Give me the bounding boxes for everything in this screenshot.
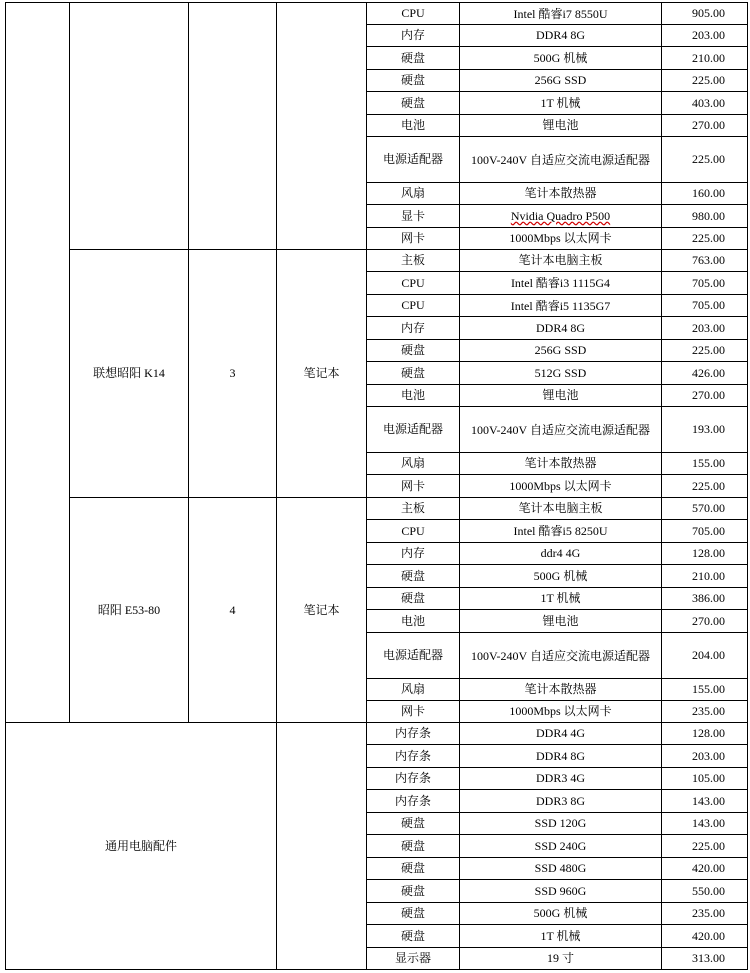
part-type-cell: 内存条 xyxy=(367,723,460,745)
spec-cell xyxy=(460,565,662,588)
part-type-cell: 硬盘 xyxy=(367,47,460,70)
price-cell: 270.00 xyxy=(662,385,748,407)
spec-cell xyxy=(460,520,662,543)
spec-text: 锂电池 xyxy=(542,613,579,628)
price-cell: 980.00 xyxy=(662,205,748,228)
spec-text: Intel 酷睿i7 8550U xyxy=(513,6,608,21)
part-type-cell: 内存条 xyxy=(367,745,460,768)
spec-text: 1000Mbps 以太网卡 xyxy=(509,231,612,245)
price-cell: 128.00 xyxy=(662,543,748,565)
spec-text: 100V-240V 自适应交流电源适配器 xyxy=(470,422,650,437)
group-qty xyxy=(189,3,277,250)
spec-cell xyxy=(460,250,662,272)
spec-text: Nvidia Quadro P500 xyxy=(510,209,611,223)
spec-cell xyxy=(460,880,662,903)
spec-cell xyxy=(460,588,662,610)
group-category xyxy=(277,3,367,250)
group-category xyxy=(277,723,367,970)
spec-cell xyxy=(460,543,662,565)
part-type-cell: 内存条 xyxy=(367,768,460,790)
part-type-cell: 硬盘 xyxy=(367,92,460,115)
spec-cell xyxy=(460,272,662,295)
group-category: 笔记本 xyxy=(277,498,367,723)
spec-cell xyxy=(460,362,662,385)
part-type-cell: CPU xyxy=(367,3,460,25)
part-type-cell: 硬盘 xyxy=(367,880,460,903)
spec-text: SSD 120G xyxy=(534,816,587,830)
spec-text: 500G 机械 xyxy=(533,568,588,583)
spec-cell xyxy=(460,475,662,498)
price-cell: 143.00 xyxy=(662,790,748,813)
price-cell: 235.00 xyxy=(662,903,748,925)
price-cell: 426.00 xyxy=(662,362,748,385)
spec-cell xyxy=(460,317,662,340)
spec-text: 100V-240V 自适应交流电源适配器 xyxy=(470,152,650,167)
group-name: 联想昭阳 K14 xyxy=(70,250,189,498)
spec-cell xyxy=(460,498,662,520)
price-cell: 203.00 xyxy=(662,317,748,340)
part-type-cell: 风扇 xyxy=(367,679,460,701)
price-cell: 225.00 xyxy=(662,475,748,498)
part-type-cell: 内存 xyxy=(367,317,460,340)
spec-cell xyxy=(460,903,662,925)
spec-text: 1T 机械 xyxy=(540,928,581,943)
spec-text: 1000Mbps 以太网卡 xyxy=(509,704,612,718)
spec-text: DDR4 8G xyxy=(535,748,585,763)
spec-cell xyxy=(460,948,662,970)
spec-cell xyxy=(460,228,662,250)
part-type-cell: 网卡 xyxy=(367,228,460,250)
part-type-cell: CPU xyxy=(367,272,460,295)
spec-text: 1T 机械 xyxy=(540,591,581,605)
part-type-cell: 风扇 xyxy=(367,183,460,205)
spec-text: 19 寸 xyxy=(546,951,574,965)
table-row xyxy=(6,498,748,520)
group-name: 通用电脑配件 xyxy=(6,723,277,970)
part-type-cell: 内存 xyxy=(367,543,460,565)
spec-text: 笔计本散热器 xyxy=(524,456,597,470)
spec-text: DDR3 8G xyxy=(535,793,585,808)
spec-cell xyxy=(460,453,662,475)
part-type-cell: 显卡 xyxy=(367,205,460,228)
part-type-cell: 显示器 xyxy=(367,948,460,970)
price-cell: 570.00 xyxy=(662,498,748,520)
price-cell: 160.00 xyxy=(662,183,748,205)
spec-text: DDR4 4G xyxy=(535,726,585,740)
spec-text: 锂电池 xyxy=(542,388,579,402)
price-cell: 193.00 xyxy=(662,407,748,453)
group-qty: 4 xyxy=(189,498,277,723)
price-cell: 705.00 xyxy=(662,272,748,295)
group-category: 笔记本 xyxy=(277,250,367,498)
spec-text: SSD 240G xyxy=(534,838,587,853)
spec-cell xyxy=(460,183,662,205)
spec-text: 500G 机械 xyxy=(533,906,588,920)
part-type-cell: 网卡 xyxy=(367,475,460,498)
spec-text: SSD 960G xyxy=(534,883,587,898)
spec-cell xyxy=(460,768,662,790)
spec-cell xyxy=(460,679,662,701)
spec-text: 笔计本电脑主板 xyxy=(518,501,603,515)
part-type-cell: 硬盘 xyxy=(367,813,460,835)
part-type-cell: 电池 xyxy=(367,115,460,137)
spec-text: 100V-240V 自适应交流电源适配器 xyxy=(470,648,650,663)
spec-cell xyxy=(460,92,662,115)
part-type-cell: 电池 xyxy=(367,610,460,633)
spec-text: 笔计本散热器 xyxy=(524,682,597,696)
group-qty: 3 xyxy=(189,250,277,498)
part-type-cell: 内存条 xyxy=(367,790,460,813)
price-cell: 705.00 xyxy=(662,295,748,317)
part-type-cell: 硬盘 xyxy=(367,835,460,858)
part-type-cell: 电源适配器 xyxy=(367,633,460,679)
part-type-cell: 硬盘 xyxy=(367,565,460,588)
price-cell: 550.00 xyxy=(662,880,748,903)
price-cell: 270.00 xyxy=(662,610,748,633)
spec-text: Intel 酷睿i3 1115G4 xyxy=(510,276,611,290)
price-cell: 203.00 xyxy=(662,745,748,768)
spec-cell xyxy=(460,47,662,70)
spec-cell xyxy=(460,25,662,47)
spec-text: DDR4 8G xyxy=(535,320,585,335)
part-type-cell: 网卡 xyxy=(367,701,460,723)
price-cell: 705.00 xyxy=(662,520,748,543)
price-cell: 763.00 xyxy=(662,250,748,272)
spec-text: 笔计本散热器 xyxy=(524,186,597,200)
spec-cell xyxy=(460,633,662,679)
spec-cell xyxy=(460,205,662,228)
price-cell: 225.00 xyxy=(662,137,748,183)
spec-cell xyxy=(460,701,662,723)
price-cell: 155.00 xyxy=(662,453,748,475)
spec-text: ddr4 4G xyxy=(540,546,581,560)
price-cell: 420.00 xyxy=(662,925,748,948)
spec-cell xyxy=(460,137,662,183)
part-type-cell: 硬盘 xyxy=(367,858,460,880)
price-cell: 203.00 xyxy=(662,25,748,47)
price-cell: 905.00 xyxy=(662,3,748,25)
spec-text: 笔计本电脑主板 xyxy=(518,253,603,267)
price-cell: 235.00 xyxy=(662,701,748,723)
group-name: 昭阳 E53-80 xyxy=(70,498,189,723)
spec-cell xyxy=(460,925,662,948)
price-cell: 210.00 xyxy=(662,565,748,588)
part-type-cell: 主板 xyxy=(367,250,460,272)
spec-cell xyxy=(460,340,662,362)
spec-cell xyxy=(460,858,662,880)
price-cell: 313.00 xyxy=(662,948,748,970)
part-type-cell: 电池 xyxy=(367,385,460,407)
group-blank-cell xyxy=(6,3,70,723)
spec-cell xyxy=(460,385,662,407)
spec-text: 256G SSD xyxy=(534,343,587,357)
spec-cell xyxy=(460,295,662,317)
spec-text: 锂电池 xyxy=(542,118,579,132)
price-cell: 403.00 xyxy=(662,92,748,115)
price-cell: 155.00 xyxy=(662,679,748,701)
spec-text: 256G SSD xyxy=(534,73,587,87)
spec-text: 500G 机械 xyxy=(533,50,588,65)
part-type-cell: 硬盘 xyxy=(367,903,460,925)
price-cell: 225.00 xyxy=(662,835,748,858)
price-cell: 143.00 xyxy=(662,813,748,835)
part-type-cell: 硬盘 xyxy=(367,340,460,362)
price-cell: 210.00 xyxy=(662,47,748,70)
price-cell: 270.00 xyxy=(662,115,748,137)
spec-text: SSD 480G xyxy=(534,861,587,875)
part-type-cell: 风扇 xyxy=(367,453,460,475)
part-type-cell: 硬盘 xyxy=(367,362,460,385)
spec-cell xyxy=(460,610,662,633)
group-name xyxy=(70,3,189,250)
part-type-cell: 硬盘 xyxy=(367,925,460,948)
spec-text: 1000Mbps 以太网卡 xyxy=(509,478,612,493)
table-row xyxy=(6,723,748,745)
spec-text: Intel 酷睿i5 8250U xyxy=(513,524,608,538)
part-type-cell: 电源适配器 xyxy=(367,407,460,453)
part-type-cell: 主板 xyxy=(367,498,460,520)
price-cell: 105.00 xyxy=(662,768,748,790)
part-type-cell: CPU xyxy=(367,520,460,543)
spec-text: Intel 酷睿i5 1135G7 xyxy=(510,298,611,313)
spec-cell xyxy=(460,813,662,835)
spec-cell xyxy=(460,3,662,25)
table-row xyxy=(6,250,748,272)
table-row xyxy=(6,3,748,25)
price-cell: 204.00 xyxy=(662,633,748,679)
part-type-cell: 电源适配器 xyxy=(367,137,460,183)
price-cell: 420.00 xyxy=(662,858,748,880)
price-cell: 386.00 xyxy=(662,588,748,610)
part-type-cell: 硬盘 xyxy=(367,588,460,610)
part-type-cell: CPU xyxy=(367,295,460,317)
price-cell: 225.00 xyxy=(662,228,748,250)
spec-text: 1T 机械 xyxy=(540,95,581,110)
price-cell: 128.00 xyxy=(662,723,748,745)
spec-cell xyxy=(460,723,662,745)
spec-cell xyxy=(460,790,662,813)
spec-cell xyxy=(460,745,662,768)
parts-price-table xyxy=(5,2,748,970)
part-type-cell: 内存 xyxy=(367,25,460,47)
part-type-cell: 硬盘 xyxy=(367,70,460,92)
spec-text: DDR3 4G xyxy=(535,771,585,785)
spec-cell xyxy=(460,835,662,858)
spec-text: 512G SSD xyxy=(534,365,587,380)
spec-cell xyxy=(460,407,662,453)
price-cell: 225.00 xyxy=(662,340,748,362)
price-cell: 225.00 xyxy=(662,70,748,92)
spec-text: DDR4 8G xyxy=(535,28,585,42)
spec-cell xyxy=(460,115,662,137)
spec-cell xyxy=(460,70,662,92)
